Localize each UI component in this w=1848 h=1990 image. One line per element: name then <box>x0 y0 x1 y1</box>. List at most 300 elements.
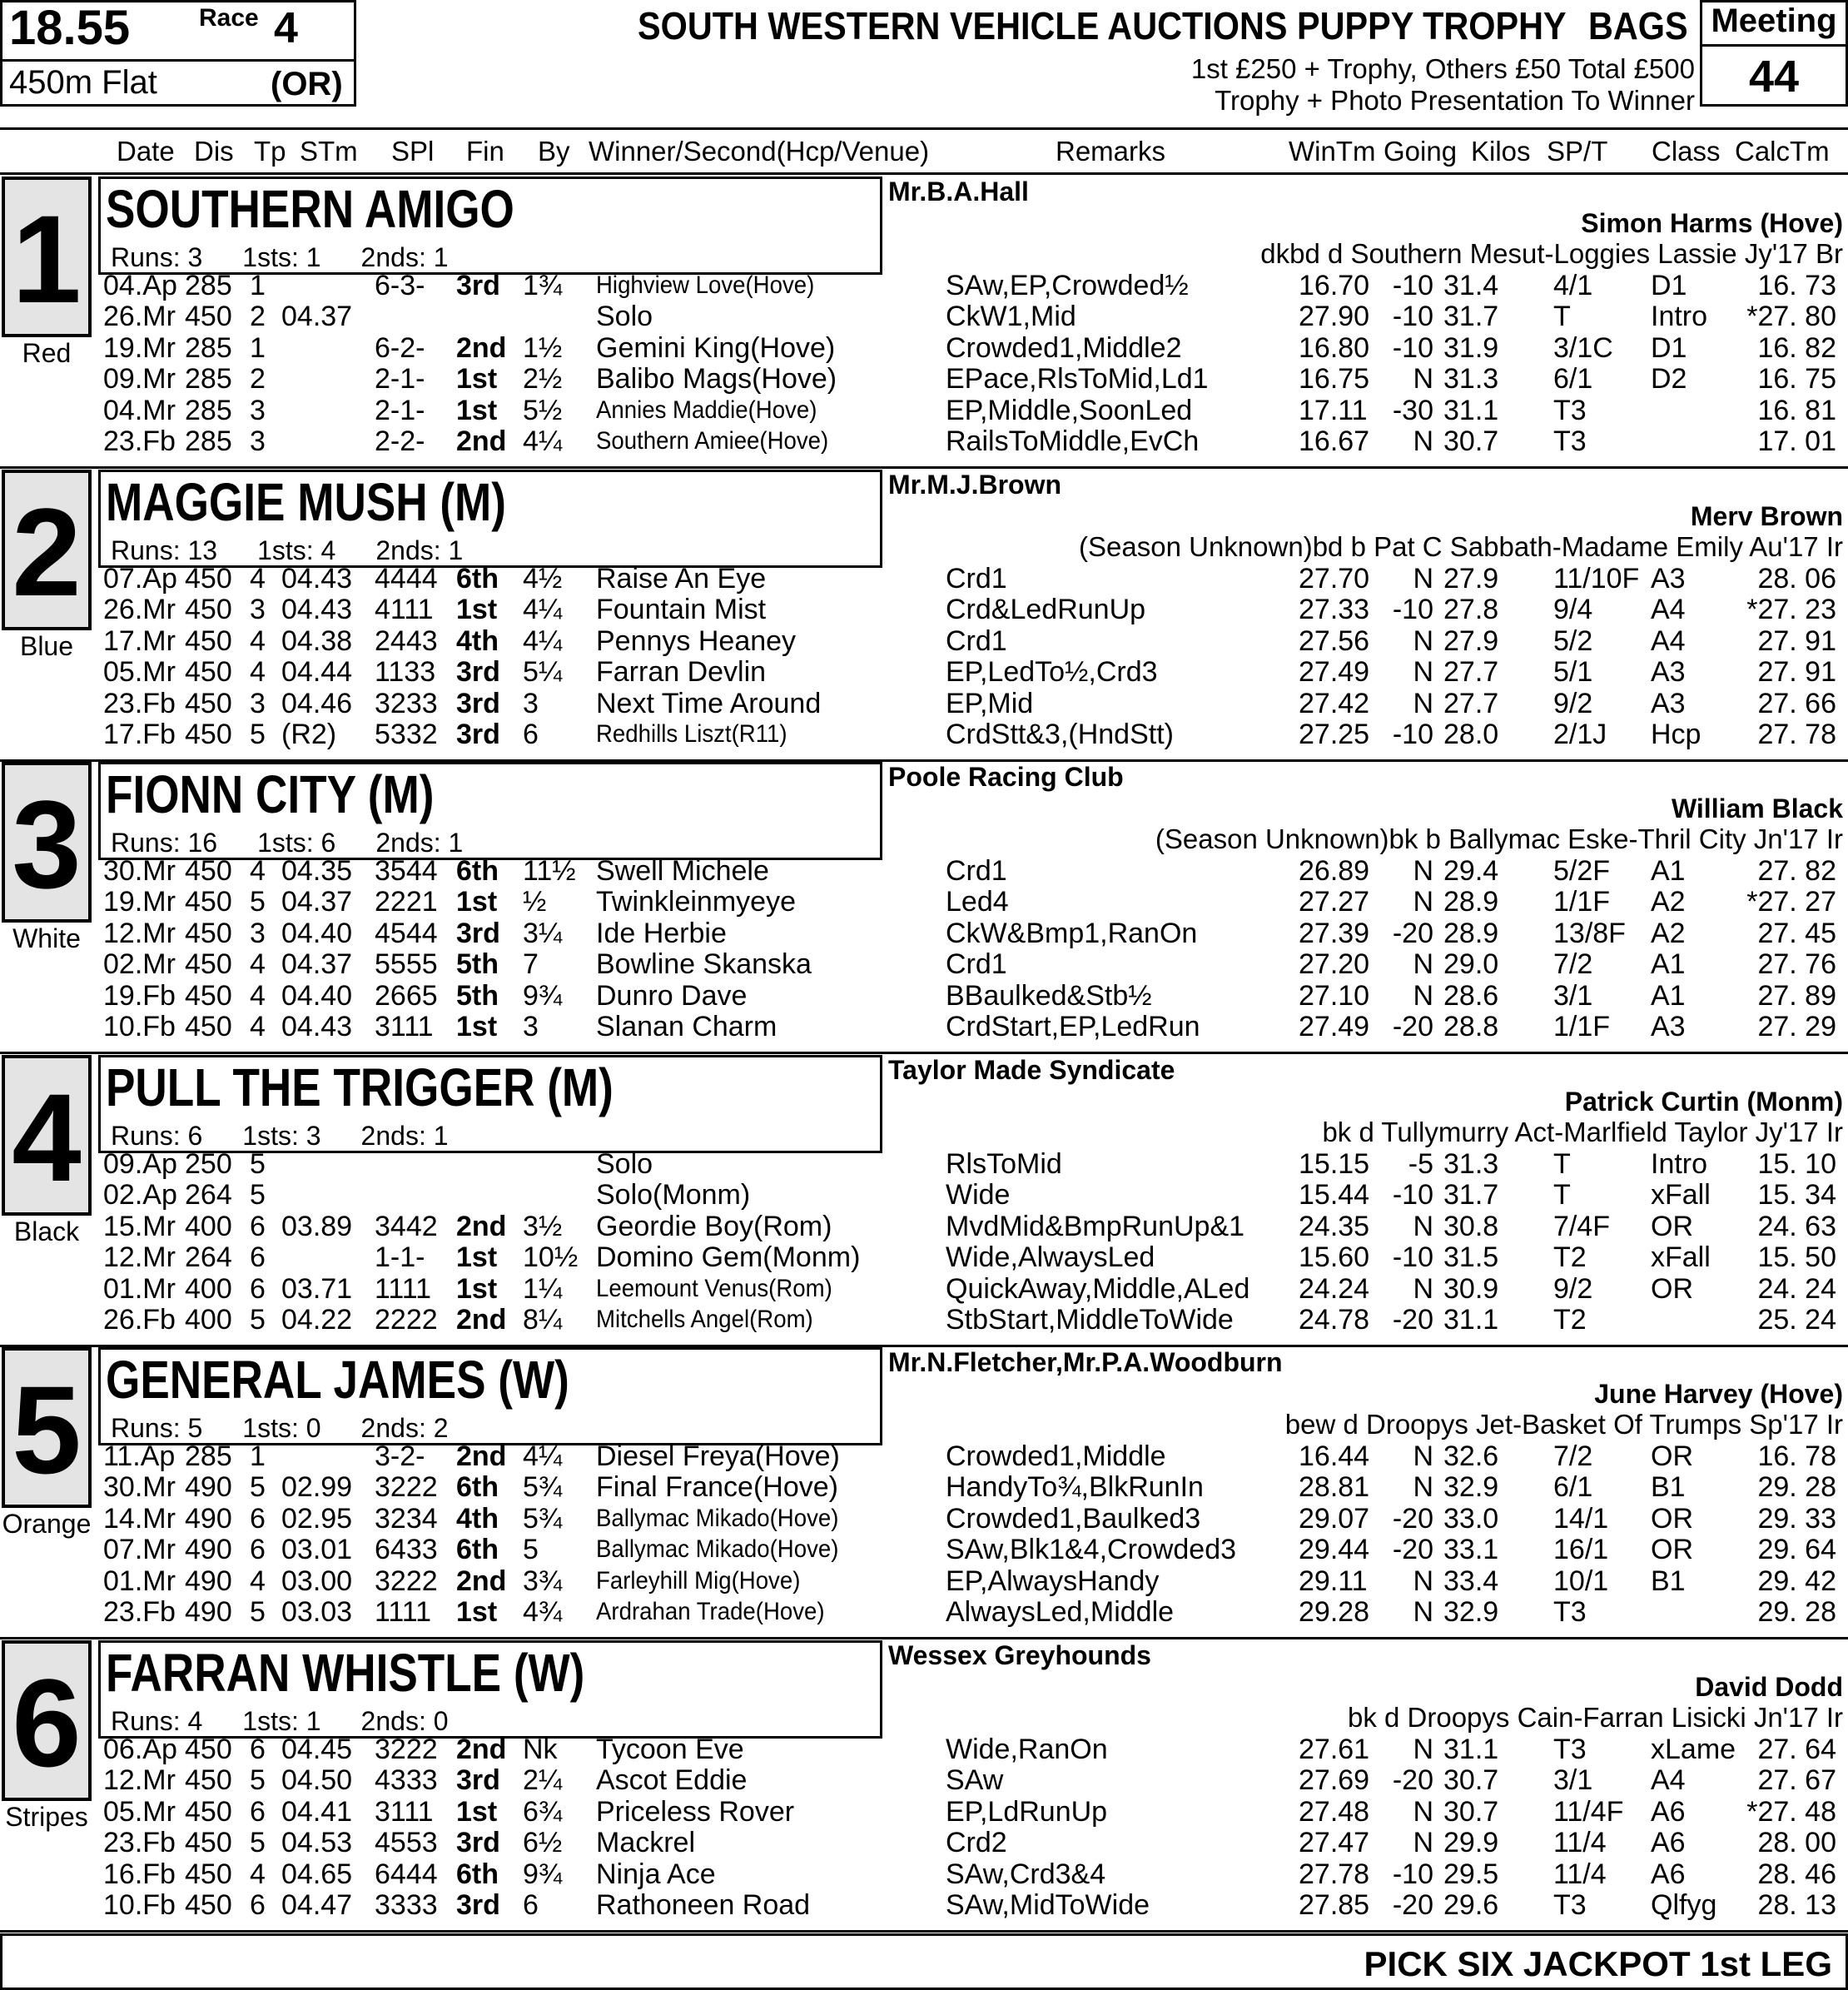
form-fin: 1st <box>456 886 498 918</box>
col-header-spt: SP/T <box>1547 136 1608 167</box>
form-going: -10 <box>1392 1179 1433 1211</box>
form-date: 01.Mr <box>103 1273 176 1305</box>
runs-count: Runs: 5 <box>111 1413 203 1443</box>
form-wintm: 27.25 <box>1299 719 1370 750</box>
form-spl: 6-2- <box>375 332 425 364</box>
form-kilos: 29.5 <box>1443 1858 1499 1890</box>
trap-number: 3 <box>2 762 92 923</box>
form-spl: 2221 <box>375 886 438 918</box>
form-wintm: 27.49 <box>1299 656 1370 688</box>
form-spt: T3 <box>1553 1734 1587 1765</box>
form-dis: 450 <box>185 980 232 1012</box>
runs-summary <box>111 828 463 858</box>
col-header-remarks: Remarks <box>1056 136 1166 167</box>
footer-box <box>0 1933 1848 1990</box>
form-dis: 450 <box>185 1734 232 1765</box>
form-spl: 1133 <box>375 656 436 688</box>
form-stm: 04.37 <box>281 886 353 918</box>
form-going: N <box>1413 886 1433 918</box>
form-kilos: 28.8 <box>1443 1011 1499 1042</box>
form-dis: 285 <box>185 270 232 301</box>
form-kilos: 27.8 <box>1443 594 1499 625</box>
form-row <box>0 918 1848 948</box>
form-spl: 5555 <box>375 948 438 980</box>
form-class: A1 <box>1651 980 1686 1012</box>
form-date: 16.Fb <box>103 1858 176 1890</box>
trap-number: 5 <box>2 1347 92 1508</box>
form-date: 06.Ap <box>103 1734 177 1765</box>
form-row <box>0 1241 1848 1272</box>
form-remarks: EP,Mid <box>946 688 1034 719</box>
form-tp: 5 <box>250 1304 266 1336</box>
form-date: 30.Mr <box>103 855 176 887</box>
form-class: Hcp <box>1651 719 1701 750</box>
form-stm: 04.44 <box>281 656 353 688</box>
form-dis: 490 <box>185 1471 232 1503</box>
form-winner: Pennys Heaney <box>596 625 797 657</box>
form-by: 3 <box>523 688 539 719</box>
form-stm: 04.37 <box>281 948 353 980</box>
meeting-label: Meeting <box>1711 2 1837 39</box>
form-class: A6 <box>1651 1796 1686 1828</box>
form-winner: Dunro Dave <box>596 980 748 1012</box>
form-spt: 11/10F <box>1553 563 1640 595</box>
breeding: (Season Unknown)bd b Pat C Sabbath-Madame Emily Au'17 Ir <box>1079 531 1843 562</box>
form-dis: 450 <box>185 1858 232 1890</box>
form-spt: T <box>1553 1179 1571 1211</box>
form-wintm: 26.89 <box>1299 855 1370 887</box>
form-dis: 285 <box>185 425 232 457</box>
form-going: N <box>1413 1734 1433 1765</box>
form-going: -10 <box>1392 1241 1433 1273</box>
form-remarks: Crd1 <box>946 855 1007 887</box>
form-going: N <box>1413 1273 1433 1305</box>
form-row <box>0 1858 1848 1889</box>
form-winner: Ardrahan Trade(Hove) <box>596 1598 825 1625</box>
form-kilos: 29.4 <box>1443 855 1499 887</box>
form-spl: 3222 <box>375 1471 438 1503</box>
form-spl: 4444 <box>375 563 438 595</box>
form-winner: Swell Michele <box>596 855 769 887</box>
form-fin: 2nd <box>456 332 507 364</box>
form-remarks: Crowded1,Middle <box>946 1440 1166 1472</box>
form-spl: 4111 <box>375 594 434 625</box>
form-row <box>0 1440 1848 1471</box>
form-calctm: 27. 45 <box>1757 918 1836 949</box>
meeting-box <box>1700 0 1848 107</box>
form-by: 3¾ <box>523 1565 563 1597</box>
form-spl: 4553 <box>375 1827 438 1858</box>
form-calctm: 16. 75 <box>1757 363 1836 395</box>
form-spl: 2443 <box>375 625 438 657</box>
form-tp: 5 <box>250 1827 266 1858</box>
firsts-count: 1sts: 1 <box>242 1706 321 1736</box>
form-going: -20 <box>1392 1889 1433 1921</box>
form-remarks: Wide,AlwaysLed <box>946 1241 1155 1273</box>
form-kilos: 33.1 <box>1443 1534 1499 1565</box>
form-row <box>0 363 1848 394</box>
trainer: David Dodd <box>1695 1672 1843 1702</box>
trainer: William Black <box>1671 794 1843 823</box>
form-kilos: 31.7 <box>1443 1179 1499 1211</box>
form-row <box>0 719 1848 749</box>
col-header-fin: Fin <box>466 136 504 167</box>
form-remarks: StbStart,MiddleToWide <box>946 1304 1234 1336</box>
form-calctm: 16. 78 <box>1757 1440 1836 1472</box>
form-by: 5¾ <box>523 1471 563 1503</box>
form-calctm: 29. 33 <box>1757 1503 1836 1535</box>
form-going: -10 <box>1392 594 1433 625</box>
form-class: B1 <box>1651 1565 1686 1597</box>
form-tp: 4 <box>250 563 266 595</box>
form-spt: T <box>1553 301 1571 332</box>
form-date: 19.Fb <box>103 980 176 1012</box>
form-remarks: Crowded1,Baulked3 <box>946 1503 1201 1535</box>
form-winner: Redhills Liszt(R11) <box>596 720 787 748</box>
form-spt: T3 <box>1553 425 1587 457</box>
form-by: 4¾ <box>523 1596 563 1628</box>
form-remarks: EP,LdRunUp <box>946 1796 1108 1828</box>
form-date: 05.Mr <box>103 1796 176 1828</box>
form-spt: 6/1 <box>1553 363 1593 395</box>
form-remarks: SAw,MidToWide <box>946 1889 1150 1921</box>
form-wintm: 27.48 <box>1299 1796 1370 1828</box>
form-tp: 1 <box>250 1440 266 1472</box>
form-class: A3 <box>1651 688 1686 719</box>
form-dis: 450 <box>185 1796 232 1828</box>
form-going: N <box>1413 948 1433 980</box>
col-header-date: Date <box>117 136 175 167</box>
form-dis: 250 <box>185 1148 232 1180</box>
form-calctm: 27. 91 <box>1757 625 1836 657</box>
form-date: 26.Fb <box>103 1304 176 1336</box>
form-going: -10 <box>1392 332 1433 364</box>
form-going: -20 <box>1392 1534 1433 1565</box>
form-winner: Leemount Venus(Rom) <box>596 1275 832 1302</box>
form-fin: 5th <box>456 948 499 980</box>
form-remarks: SAw,Blk1&4,Crowded3 <box>946 1534 1237 1565</box>
form-winner: Mackrel <box>596 1827 696 1858</box>
trap-number: 4 <box>2 1055 92 1216</box>
form-wintm: 29.44 <box>1299 1534 1370 1565</box>
form-spl: 4333 <box>375 1764 438 1796</box>
form-date: 19.Mr <box>103 886 176 918</box>
form-date: 01.Mr <box>103 1565 176 1597</box>
form-fin: 3rd <box>456 656 500 688</box>
form-tp: 4 <box>250 1565 266 1597</box>
form-kilos: 30.7 <box>1443 425 1499 457</box>
form-stm: 02.95 <box>281 1503 353 1535</box>
form-dis: 490 <box>185 1596 232 1628</box>
form-row <box>0 1796 1848 1827</box>
runs-summary <box>111 242 449 273</box>
form-kilos: 28.6 <box>1443 980 1499 1012</box>
form-going: N <box>1413 1211 1433 1242</box>
form-remarks: CrdStart,EP,LedRun <box>946 1011 1200 1042</box>
form-date: 23.Fb <box>103 425 176 457</box>
form-dis: 450 <box>185 688 232 719</box>
form-remarks: QuickAway,Middle,ALed <box>946 1273 1250 1305</box>
form-spt: 9/2 <box>1553 1273 1593 1305</box>
form-by: 3¼ <box>523 918 563 949</box>
race-distance: 450m Flat <box>9 64 157 101</box>
form-class: D1 <box>1651 270 1687 301</box>
firsts-count: 1sts: 1 <box>242 242 321 272</box>
seconds-count: 2nds: 1 <box>360 1121 449 1151</box>
form-class: D2 <box>1651 363 1687 395</box>
breeding: dkbd d Southern Mesut-Loggies Lassie Jy'17 Br <box>1260 238 1843 269</box>
form-tp: 2 <box>250 301 266 332</box>
form-spt: 10/1 <box>1553 1565 1609 1597</box>
form-fin: 3rd <box>456 270 500 301</box>
form-spl: 5332 <box>375 719 438 750</box>
form-tp: 6 <box>250 1241 266 1273</box>
form-row <box>0 332 1848 363</box>
dog-name-box <box>98 762 882 860</box>
trap-colour: White <box>12 923 81 953</box>
form-wintm: 16.75 <box>1299 363 1370 395</box>
form-remarks: SAw,Crd3&4 <box>946 1858 1106 1890</box>
seconds-count: 2nds: 2 <box>360 1413 449 1443</box>
form-date: 12.Mr <box>103 1241 176 1273</box>
form-winner: Slanan Charm <box>596 1011 777 1042</box>
form-going: N <box>1413 1565 1433 1597</box>
form-wintm: 27.10 <box>1299 980 1370 1012</box>
meeting-number: 44 <box>1748 52 1800 102</box>
form-by: Nk <box>523 1734 558 1765</box>
form-calctm: 17. 01 <box>1757 425 1836 457</box>
form-date: 26.Mr <box>103 594 176 625</box>
form-wintm: 27.49 <box>1299 1011 1370 1042</box>
col-header-kilos: Kilos <box>1471 136 1531 167</box>
form-dis: 450 <box>185 918 232 949</box>
runs-count: Runs: 6 <box>111 1121 203 1151</box>
form-dis: 450 <box>185 855 232 887</box>
form-stm: 03.00 <box>281 1565 353 1597</box>
form-kilos: 33.4 <box>1443 1565 1499 1597</box>
form-date: 23.Fb <box>103 1596 176 1628</box>
form-calctm: 27. 89 <box>1757 980 1836 1012</box>
form-wintm: 27.61 <box>1299 1734 1370 1765</box>
form-spt: 13/8F <box>1553 918 1626 949</box>
form-kilos: 30.8 <box>1443 1211 1499 1242</box>
form-winner: Rathoneen Road <box>596 1889 811 1921</box>
form-stm: 03.01 <box>281 1534 353 1565</box>
form-remarks: SAw <box>946 1764 1004 1796</box>
form-date: 07.Mr <box>103 1534 176 1565</box>
form-fin: 6th <box>456 855 499 887</box>
form-dis: 450 <box>185 1011 232 1042</box>
firsts-count: 1sts: 4 <box>257 535 336 565</box>
form-by: 9¾ <box>523 980 563 1012</box>
col-header-by: By <box>538 136 570 167</box>
form-going: -20 <box>1392 1503 1433 1535</box>
seconds-count: 2nds: 1 <box>360 242 449 272</box>
form-winner: Diesel Freya(Hove) <box>596 1440 840 1472</box>
col-header-wintm: WinTm <box>1289 136 1376 167</box>
form-fin: 4th <box>456 625 499 657</box>
form-spt: 4/1 <box>1553 270 1593 301</box>
form-dis: 285 <box>185 332 232 364</box>
form-class: OR <box>1651 1534 1693 1565</box>
form-class: A2 <box>1651 886 1686 918</box>
form-row <box>0 1734 1848 1764</box>
form-row <box>0 1596 1848 1627</box>
form-going: N <box>1413 363 1433 395</box>
runner-block <box>0 762 1848 1055</box>
form-date: 10.Fb <box>103 1889 176 1921</box>
form-going: -5 <box>1408 1148 1433 1180</box>
form-row <box>0 1503 1848 1534</box>
col-header-tp: Tp <box>254 136 286 167</box>
form-fin: 2nd <box>456 1734 507 1765</box>
form-spt: 3/1 <box>1553 1764 1593 1796</box>
form-by: 3½ <box>523 1211 563 1242</box>
form-calctm: 15. 34 <box>1757 1179 1836 1211</box>
form-tp: 5 <box>250 1471 266 1503</box>
form-winner: Geordie Boy(Rom) <box>596 1211 832 1242</box>
form-wintm: 16.70 <box>1299 270 1370 301</box>
form-spl: 6444 <box>375 1858 438 1890</box>
form-going: -10 <box>1392 719 1433 750</box>
form-tp: 6 <box>250 1273 266 1305</box>
form-spl: 3234 <box>375 1503 438 1535</box>
form-kilos: 32.9 <box>1443 1471 1499 1503</box>
form-fin: 2nd <box>456 425 507 457</box>
col-header-spl: SPl <box>391 136 435 167</box>
form-date: 04.Mr <box>103 395 176 426</box>
form-fin: 3rd <box>456 918 500 949</box>
form-winner: Gemini King(Hove) <box>596 332 836 364</box>
form-date: 17.Fb <box>103 719 176 750</box>
form-winner: Raise An Eye <box>596 563 767 595</box>
form-winner: Solo(Monm) <box>596 1179 751 1211</box>
form-wintm: 16.67 <box>1299 425 1370 457</box>
form-by: 9¾ <box>523 1858 563 1890</box>
form-by: 11½ <box>523 855 576 887</box>
form-spl: 2665 <box>375 980 438 1012</box>
form-stm: 04.37 <box>281 301 353 332</box>
form-spl: 6433 <box>375 1534 438 1565</box>
form-class: A6 <box>1651 1858 1686 1890</box>
form-going: N <box>1413 1471 1433 1503</box>
form-going: N <box>1413 688 1433 719</box>
dog-name: SOUTHERN AMIGO <box>106 179 514 239</box>
race-time: 18.55 <box>9 1 131 55</box>
form-going: -20 <box>1392 1764 1433 1796</box>
form-going: -20 <box>1392 1304 1433 1336</box>
form-calctm: 16. 82 <box>1757 332 1836 364</box>
form-date: 12.Mr <box>103 918 176 949</box>
col-header-class: Class <box>1652 136 1721 167</box>
form-fin: 6th <box>456 1534 499 1565</box>
form-going: -10 <box>1392 270 1433 301</box>
form-stm: 03.71 <box>281 1273 353 1305</box>
form-by: 4¼ <box>523 594 563 625</box>
form-fin: 4th <box>456 1503 499 1535</box>
trap-colour: Orange <box>2 1509 92 1539</box>
form-dis: 400 <box>185 1304 232 1336</box>
form-spt: 14/1 <box>1553 1503 1609 1535</box>
form-going: -10 <box>1392 1858 1433 1890</box>
form-wintm: 15.15 <box>1299 1148 1370 1180</box>
form-dis: 450 <box>185 656 232 688</box>
form-class: A3 <box>1651 563 1686 595</box>
form-tp: 3 <box>250 594 266 625</box>
form-fin: 2nd <box>456 1565 507 1597</box>
form-tp: 2 <box>250 363 266 395</box>
form-row <box>0 1827 1848 1858</box>
form-calctm: 28. 06 <box>1757 563 1836 595</box>
form-kilos: 28.0 <box>1443 719 1499 750</box>
dog-name: MAGGIE MUSH (M) <box>106 472 506 532</box>
form-spt: 3/1C <box>1553 332 1613 364</box>
form-spl: 3111 <box>375 1796 434 1828</box>
form-fin: 1st <box>456 1241 498 1273</box>
form-fin: 1st <box>456 1011 498 1042</box>
form-fin: 1st <box>456 1796 498 1828</box>
form-calctm: 29. 42 <box>1757 1565 1836 1597</box>
form-calctm: 25. 24 <box>1757 1304 1836 1336</box>
form-spt: 11/4 <box>1553 1858 1607 1890</box>
form-wintm: 15.60 <box>1299 1241 1370 1273</box>
form-calctm: 28. 13 <box>1757 1889 1836 1921</box>
form-class: OR <box>1651 1211 1693 1242</box>
form-fin: 1st <box>456 363 498 395</box>
form-going: -20 <box>1392 918 1433 949</box>
form-date: 02.Mr <box>103 948 176 980</box>
form-spl: 2222 <box>375 1304 438 1336</box>
form-spl: 2-1- <box>375 395 425 426</box>
form-by: 5½ <box>523 395 563 426</box>
form-spl: 3333 <box>375 1889 438 1921</box>
form-spt: 6/1 <box>1553 1471 1593 1503</box>
form-tp: 4 <box>250 1011 266 1042</box>
form-tp: 6 <box>250 1889 266 1921</box>
form-stm: 04.50 <box>281 1764 353 1796</box>
form-spl: 3544 <box>375 855 438 887</box>
dog-name: FIONN CITY (M) <box>106 764 435 824</box>
form-dis: 490 <box>185 1565 232 1597</box>
form-fin: 3rd <box>456 1889 500 1921</box>
form-calctm: 29. 64 <box>1757 1534 1836 1565</box>
form-wintm: 27.39 <box>1299 918 1370 949</box>
form-row <box>0 1273 1848 1304</box>
form-class: A3 <box>1651 1011 1686 1042</box>
form-spl: 6-3- <box>375 270 425 301</box>
dog-name: GENERAL JAMES (W) <box>106 1350 569 1410</box>
form-class: A4 <box>1651 1764 1686 1796</box>
form-date: 15.Mr <box>103 1211 176 1242</box>
form-dis: 450 <box>185 625 232 657</box>
form-dis: 450 <box>185 563 232 595</box>
form-dis: 490 <box>185 1534 232 1565</box>
form-stm: 04.22 <box>281 1304 353 1336</box>
form-row <box>0 425 1848 456</box>
trap-colour: Blue <box>19 631 74 661</box>
form-dis: 450 <box>185 1889 232 1921</box>
form-wintm: 28.81 <box>1299 1471 1370 1503</box>
form-spt: 2/1J <box>1553 719 1607 750</box>
form-tp: 4 <box>250 625 266 657</box>
trainer: Merv Brown <box>1690 501 1843 531</box>
form-by: 5¼ <box>523 656 563 688</box>
form-kilos: 31.4 <box>1443 270 1499 301</box>
form-spt: 11/4 <box>1553 1827 1607 1858</box>
column-header-rule <box>0 172 1848 175</box>
form-wintm: 27.69 <box>1299 1764 1370 1796</box>
form-remarks: CkW1,Mid <box>946 301 1076 332</box>
